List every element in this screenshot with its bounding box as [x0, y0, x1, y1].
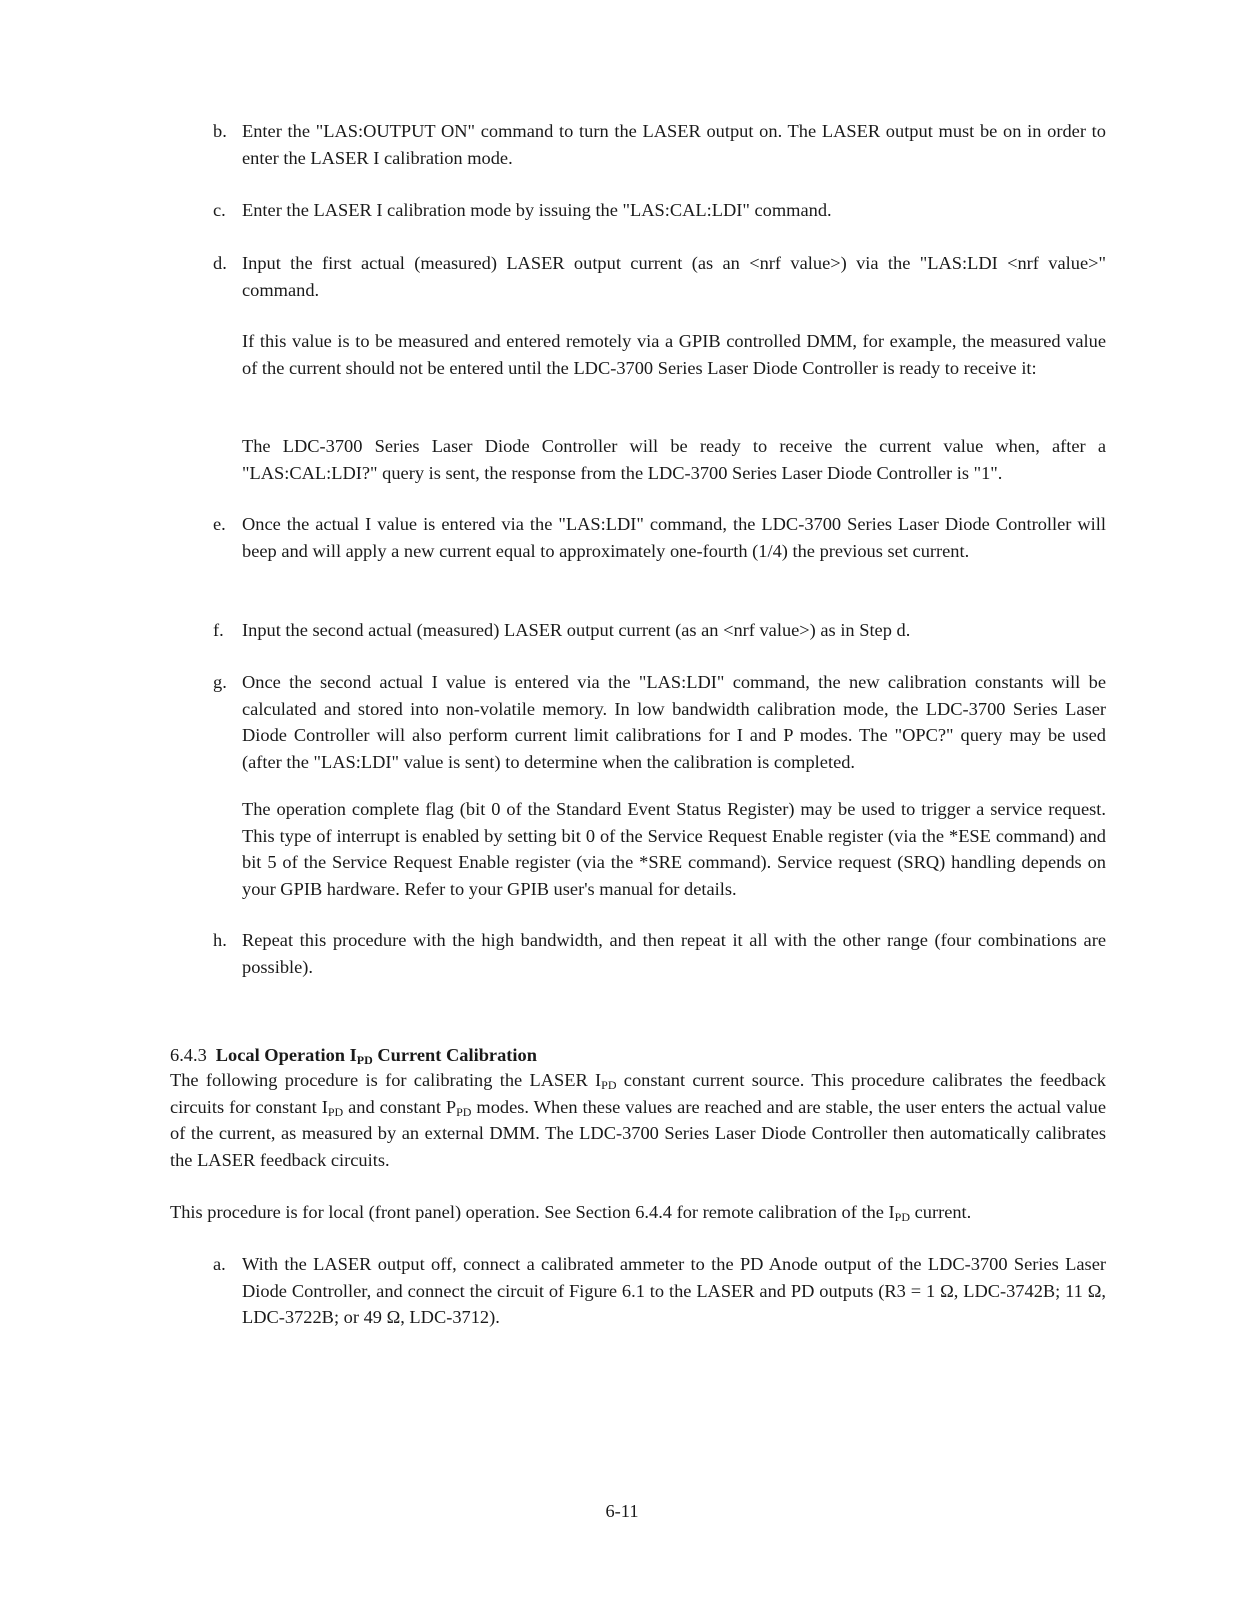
step-text: Once the actual I value is entered via the "LAS:LDI" command, the LDC-3700 Series Laser Diode Controller will beep and will apply a new current equal to approximately one-fourth (1/4) the previous set current.	[242, 514, 1106, 561]
section-heading	[170, 1042, 537, 1069]
step-h	[213, 927, 1106, 980]
section-title-subscript: PD	[356, 1053, 373, 1067]
subscript: PD	[601, 1078, 617, 1092]
section-number: 6.4.3	[170, 1045, 207, 1065]
section-title-part: Current Calibration	[372, 1045, 537, 1065]
step-letter: d.	[213, 253, 227, 273]
step-text: Enter the LASER I calibration mode by issuing the "LAS:CAL:LDI" command.	[242, 200, 832, 220]
step-c	[213, 197, 1106, 224]
subscript: PD	[456, 1104, 472, 1119]
text-run: This procedure is for local (front panel) operation. See Section 6.4.4 for remote calibration of the I	[170, 1202, 895, 1222]
step-letter: f.	[213, 620, 224, 640]
step-d-note-1: If this value is to be measured and entered remotely via a GPIB controlled DMM, for example, the measured value of the current should not be entered until the LDC-3700 Series Laser Diode Controller is ready to receive it:	[242, 331, 1106, 378]
step-letter: a.	[213, 1254, 226, 1274]
page-number: 6-11	[605, 1501, 639, 1521]
step-d	[213, 250, 1106, 303]
subscript: PD	[894, 1210, 910, 1224]
step-b	[213, 118, 1106, 171]
intro-paragraph	[170, 1067, 1106, 1173]
text-run: and constant P	[343, 1096, 457, 1117]
step-a	[213, 1251, 1106, 1331]
step-f	[213, 617, 1106, 644]
text-run: The following procedure is for calibrating the LASER I	[170, 1070, 602, 1090]
step-g-note: The operation complete flag (bit 0 of the Standard Event Status Register) may be used to trigger a service request. This type of interrupt is enabled by setting bit 0 of the Service Request Enable register (via the *ESE command) and bit 5 of the Service Request Enable register (via the *SRE command). Service request (SRQ) handling depends on your GPIB hardware. Refer to your GPIB user's manual for details.	[242, 799, 1106, 899]
section-title-part: Local Operation I	[215, 1045, 357, 1065]
procedure-note	[170, 1199, 1106, 1226]
step-letter: g.	[213, 672, 227, 692]
step-text: Input the second actual (measured) LASER output current (as an <nrf value>) as in Step d.	[242, 620, 911, 640]
step-g	[213, 669, 1106, 775]
step-d-note-2: The LDC-3700 Series Laser Diode Controller will be ready to receive the current value when, after a "LAS:CAL:LDI?" query is sent, the response from the LDC-3700 Series Laser Diode Controller is "1".	[242, 436, 1106, 483]
step-e	[213, 511, 1106, 564]
step-text: Repeat this procedure with the high bandwidth, and then repeat it all with the other range (four combinations are possible).	[242, 930, 1106, 977]
text-run: current.	[910, 1202, 972, 1222]
step-text: Enter the "LAS:OUTPUT ON" command to turn the LASER output on. The LASER output must be on in order to enter the LASER I calibration mode.	[242, 121, 1106, 168]
step-letter: h.	[213, 930, 227, 950]
step-text: Once the second actual I value is entered via the "LAS:LDI" command, the new calibration constants will be calculated and stored into non-volatile memory. In low bandwidth calibration mode, the LDC-3700 Series Laser Diode Controller will also perform current limit calibrations for I and P modes. The "OPC?" query may be used (after the "LAS:LDI" value is sent) to determine when the calibration is completed.	[242, 672, 1106, 772]
step-letter: e.	[213, 514, 226, 534]
step-letter: b.	[213, 121, 227, 141]
subscript: PD	[327, 1104, 344, 1119]
text-run: constant current source. This procedure calibrates the feedback circuits for constant I	[170, 1070, 1106, 1117]
step-letter: c.	[213, 200, 226, 220]
step-text: With the LASER output off, connect a calibrated ammeter to the PD Anode output of the LDC-3700 Series Laser Diode Controller, and connect the circuit of Figure 6.1 to the LASER and PD outputs (R3 = 1 Ω, LDC-3742B; 11 Ω, LDC-3722B; or 49 Ω, LDC-3712).	[242, 1254, 1106, 1327]
text-run: modes. When these values are reached and are stable, the user enters the actual value of the current, as measured by an external DMM. The LDC-3700 Series Laser Diode Controller then automatically calibrates the LASER feedback circuits.	[170, 1096, 1106, 1170]
step-text: Input the first actual (measured) LASER output current (as an <nrf value>) via the "LAS:LDI <nrf value>" command.	[242, 253, 1106, 300]
